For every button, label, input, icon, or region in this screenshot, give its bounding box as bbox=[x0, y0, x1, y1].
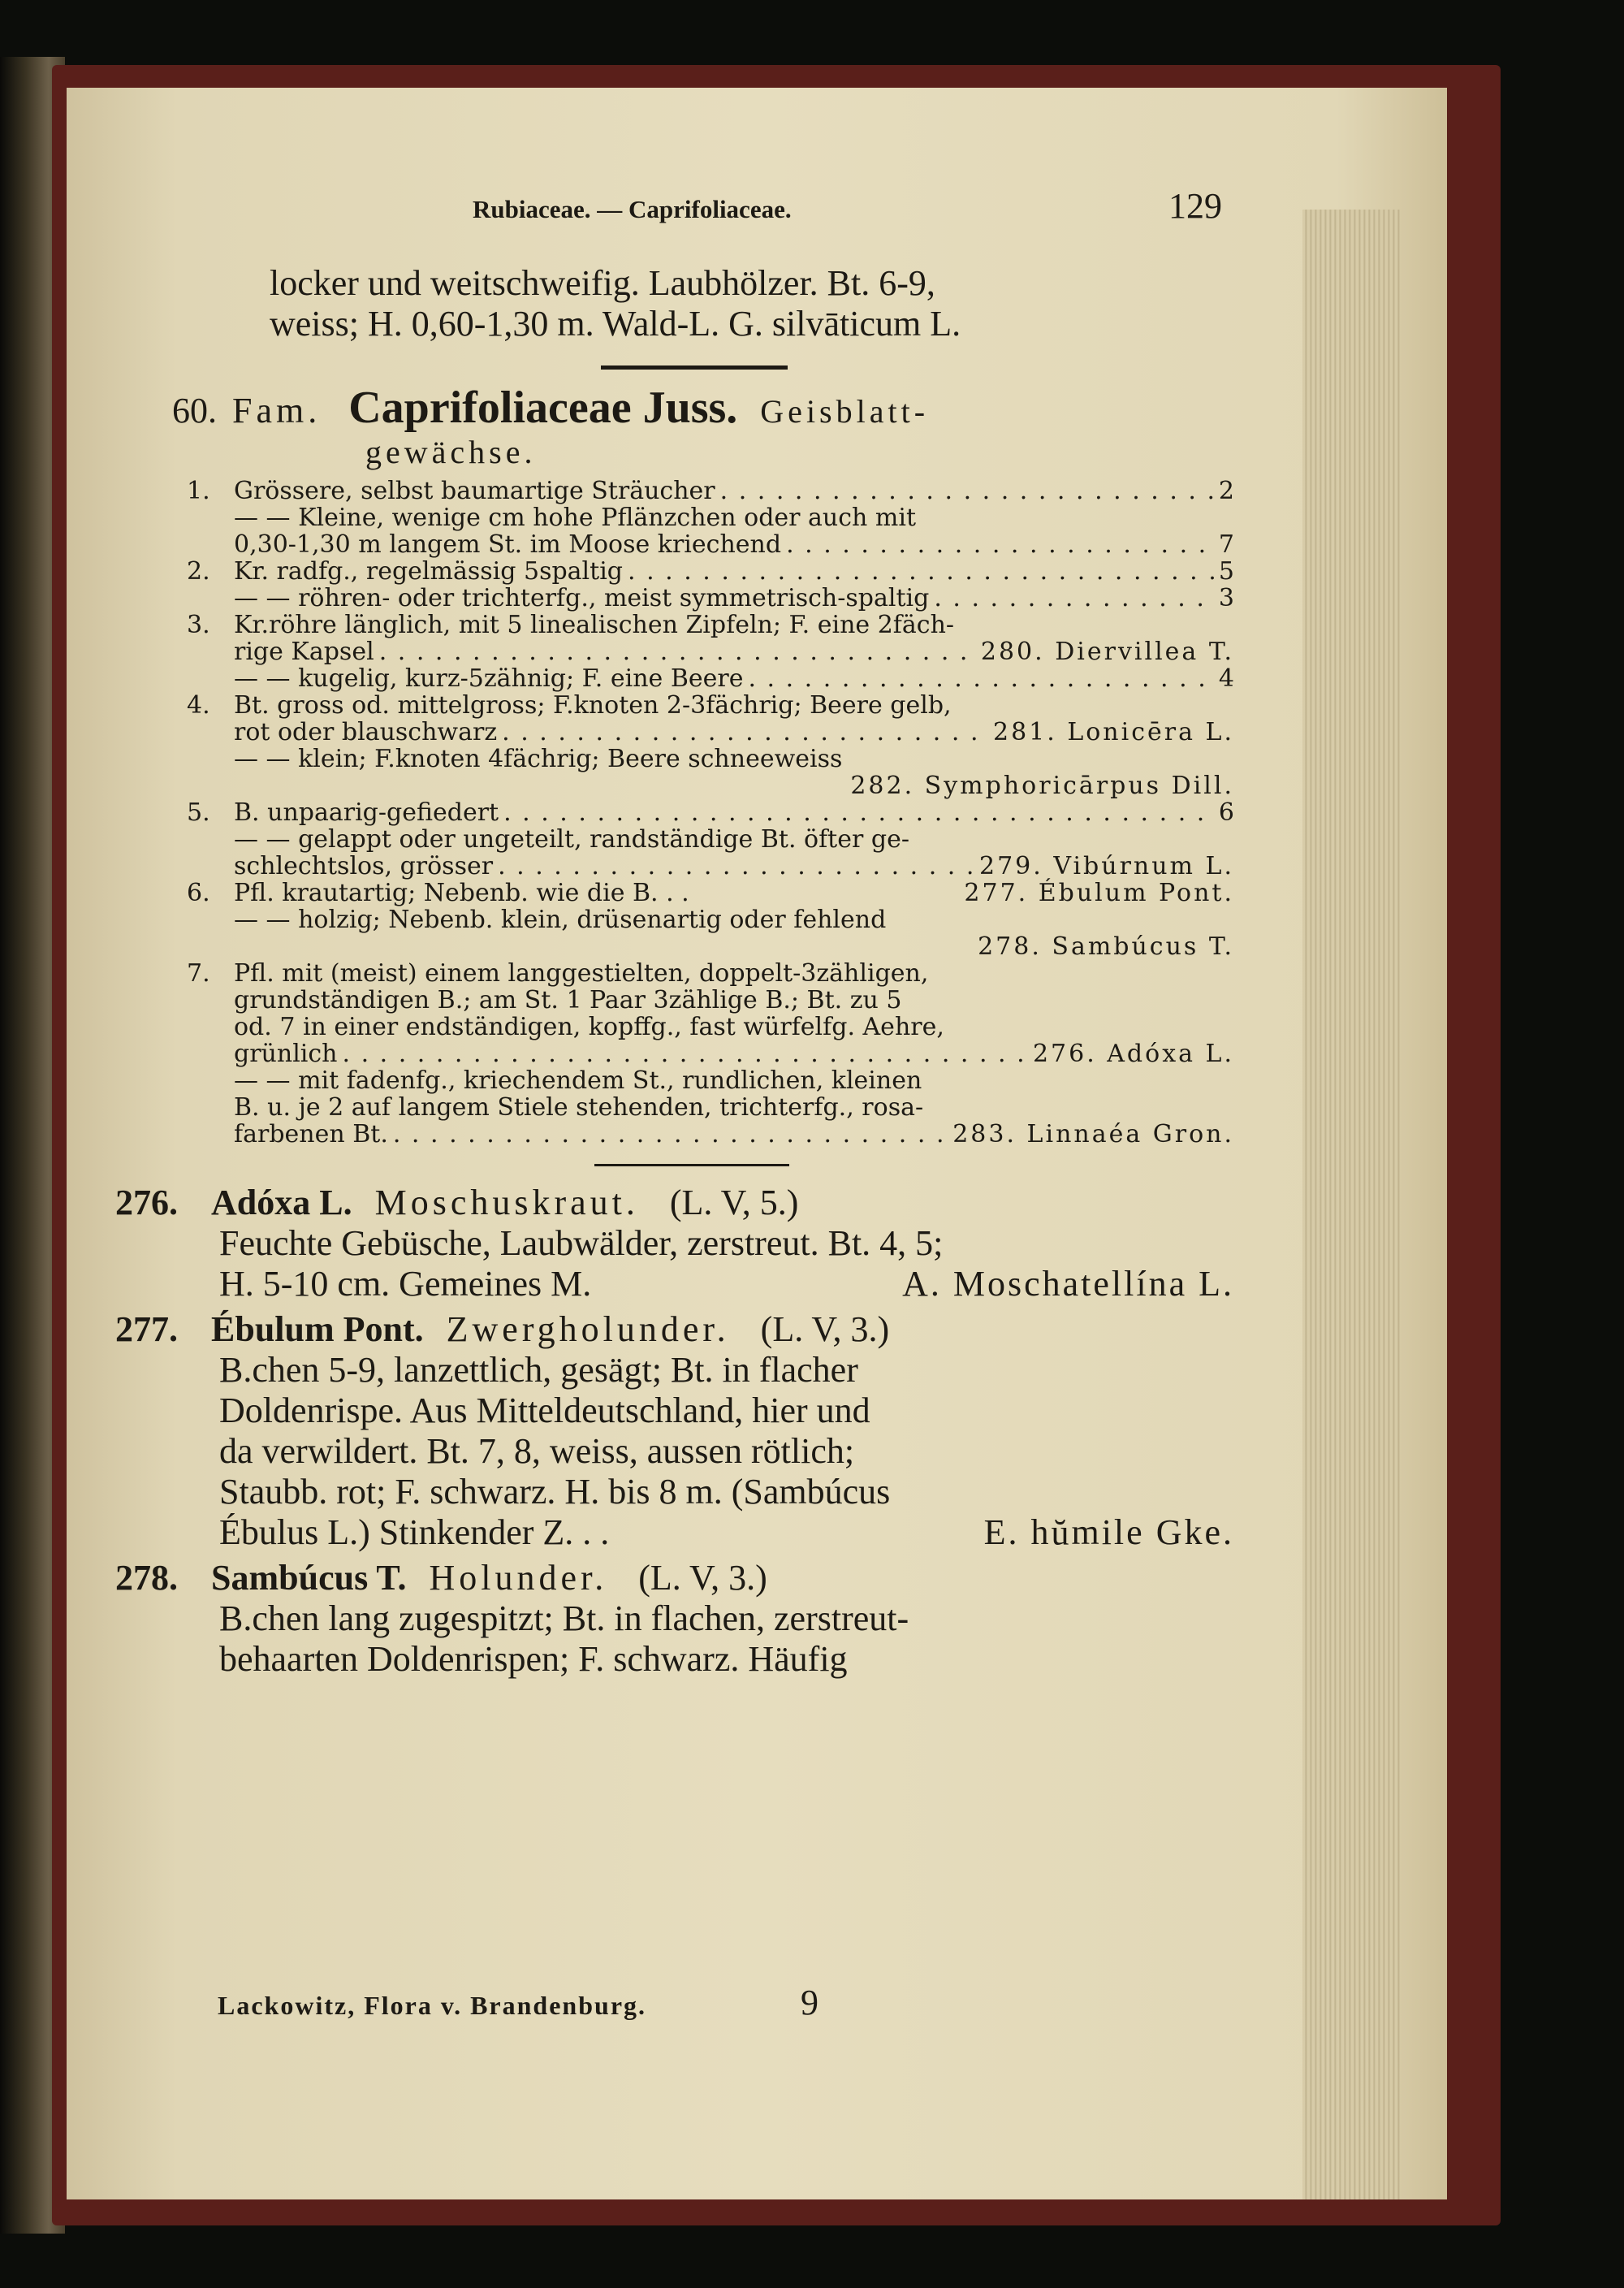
key-line bbox=[187, 477, 1234, 505]
key-text: Kr. radfg., regelmässig 5spaltig bbox=[234, 557, 624, 586]
key-text: grünlich bbox=[234, 1040, 338, 1068]
key-line bbox=[187, 611, 1234, 639]
key-leader-dots bbox=[786, 531, 1214, 558]
genus-entry-line bbox=[219, 1350, 1234, 1391]
family-name: Caprifoliaceae Juss. bbox=[348, 383, 738, 433]
key-line bbox=[219, 853, 1234, 880]
genus-name: Adóxa L. bbox=[211, 1183, 352, 1222]
genus-number: 277. bbox=[115, 1309, 178, 1349]
key-line bbox=[219, 719, 1234, 746]
key-leader-dots bbox=[748, 665, 1213, 692]
key-line bbox=[219, 1121, 1234, 1148]
key-couplet-number: 4. bbox=[187, 691, 210, 720]
key-line bbox=[219, 1094, 1234, 1121]
key-leader-dots bbox=[720, 478, 1214, 504]
key-couplet-number: 3. bbox=[187, 611, 210, 639]
entry-text: B.chen lang zugespitzt; Bt. in flachen, zerstreut- bbox=[219, 1598, 909, 1638]
genus-vernacular: Holunder. bbox=[429, 1558, 608, 1598]
key-line bbox=[219, 1067, 1234, 1094]
key-line bbox=[219, 531, 1234, 558]
key-text: — — mit fadenfg., kriechendem St., rundlichen, kleinen bbox=[234, 1066, 922, 1095]
genus-entry-heading bbox=[115, 1558, 1234, 1598]
key-couplet-number: 7. bbox=[187, 959, 210, 988]
key-text: Pfl. krautartig; Nebenb. wie die B. . . bbox=[234, 879, 689, 907]
key-leader-dots bbox=[379, 638, 976, 665]
entry-species-name: E. hŭmile Gke. bbox=[983, 1512, 1234, 1552]
family-heading bbox=[172, 383, 1234, 473]
footer-sheet-number: 9 bbox=[801, 1983, 818, 2022]
linnaean-class: (L. V, 3.) bbox=[760, 1309, 890, 1349]
key-text: grundständigen B.; am St. 1 Paar 3zählige B.; Bt. zu 5 bbox=[234, 986, 902, 1014]
prev-line-1: locker und weitschweifig. Laubhölzer. Bt. 6-9, bbox=[270, 263, 935, 303]
key-text: — — klein; F.knoten 4fächrig; Beere schneeweiss bbox=[234, 745, 843, 773]
key-text: farbenen Bt. bbox=[234, 1120, 388, 1148]
key-line bbox=[187, 879, 1234, 907]
key-text: Grössere, selbst baumartige Sträucher bbox=[234, 477, 715, 505]
key-line bbox=[219, 906, 1234, 933]
key-result: 276. Adóxa L. bbox=[1032, 1040, 1234, 1068]
key-result: 281. Lonicēra L. bbox=[992, 718, 1234, 746]
running-title: Rubiaceae. — Caprifoliaceae. bbox=[473, 195, 792, 223]
family-number: 60. bbox=[172, 391, 217, 430]
key-result: 6 bbox=[1218, 798, 1234, 827]
key-leader-dots bbox=[498, 853, 974, 880]
key-couplet-number: 6. bbox=[187, 879, 210, 907]
entry-text: Doldenrispe. Aus Mitteldeutschland, hier und bbox=[219, 1391, 870, 1430]
prev-line-2: weiss; H. 0,60-1,30 m. Wald-L. G. silvāticum L. bbox=[270, 304, 961, 344]
key-couplet-number: 1. bbox=[187, 477, 210, 505]
genus-name: Ébulum Pont. bbox=[211, 1309, 424, 1349]
entry-text: Feuchte Gebüsche, Laubwälder, zerstreut. Bt. 4, 5; bbox=[219, 1223, 944, 1263]
section-rule bbox=[601, 365, 788, 370]
key-line bbox=[219, 987, 1234, 1014]
page-edge bbox=[1302, 210, 1400, 2199]
key-end-rule bbox=[594, 1164, 789, 1166]
key-line bbox=[219, 638, 1234, 665]
entry-text: behaarten Doldenrispen; F. schwarz. Häufig bbox=[219, 1639, 848, 1679]
entry-text: Staubb. rot; F. schwarz. H. bis 8 m. (Sambúcus bbox=[219, 1472, 891, 1512]
entry-text: Ébulus L.) Stinkender Z. . . bbox=[219, 1512, 610, 1552]
key-text: B. unpaarig-gefiedert bbox=[234, 798, 499, 827]
key-line bbox=[219, 933, 1234, 960]
key-line bbox=[219, 665, 1234, 692]
key-line bbox=[187, 959, 1234, 988]
key-text: rot oder blauschwarz bbox=[234, 718, 498, 746]
entry-species-name: A. Moschatellína L. bbox=[902, 1264, 1234, 1304]
genus-entry-line bbox=[219, 1391, 1234, 1431]
key-text: rige Kapsel bbox=[234, 638, 374, 666]
key-leader-dots bbox=[393, 1121, 948, 1148]
key-couplet-number: 5. bbox=[187, 798, 210, 827]
page-footer bbox=[218, 1982, 1062, 2023]
running-header bbox=[219, 185, 1234, 237]
genus-entry-line bbox=[219, 1472, 1234, 1512]
key-leader-dots bbox=[934, 585, 1214, 612]
key-text: — — gelappt oder ungeteilt, randständige Bt. öfter ge- bbox=[234, 825, 909, 854]
key-leader-dots bbox=[343, 1040, 1028, 1067]
key-leader-dots bbox=[502, 719, 988, 746]
key-leader-dots bbox=[503, 799, 1214, 826]
genus-entry-line bbox=[219, 1512, 1234, 1553]
entry-text: da verwildert. Bt. 7, 8, weiss, aussen rötlich; bbox=[219, 1431, 855, 1471]
key-line bbox=[219, 1014, 1234, 1040]
key-text: Pfl. mit (meist) einem langgestielten, doppelt-3zähligen, bbox=[234, 959, 929, 988]
linnaean-class: (L. V, 5.) bbox=[669, 1183, 799, 1222]
identification-key bbox=[187, 477, 1234, 1148]
key-text: od. 7 in einer endständigen, kopffg., fast würfelfg. Aehre, bbox=[234, 1013, 944, 1041]
entry-text: B.chen 5-9, lanzettlich, gesägt; Bt. in flacher bbox=[219, 1350, 858, 1390]
key-line bbox=[187, 691, 1234, 720]
family-label: Fam. bbox=[232, 391, 322, 430]
key-text: — — kugelig, kurz-5zähnig; F. eine Beere bbox=[234, 664, 744, 693]
genus-entry-line bbox=[219, 1223, 1234, 1264]
key-text: schlechtslos, grösser bbox=[234, 852, 494, 880]
genus-name: Sambúcus T. bbox=[211, 1558, 407, 1598]
family-vernacular-1: Geisblatt- bbox=[760, 393, 930, 430]
genus-number: 278. bbox=[115, 1558, 178, 1598]
key-result: 277. Ébulum Pont. bbox=[964, 879, 1234, 907]
key-result: 4 bbox=[1218, 664, 1234, 693]
genus-vernacular: Zwergholunder. bbox=[446, 1309, 730, 1349]
entry-text: H. 5-10 cm. Gemeines M. bbox=[219, 1264, 592, 1304]
previous-entry bbox=[219, 263, 1234, 344]
key-text: — — holzig; Nebenb. klein, drüsenartig oder fehlend bbox=[234, 906, 887, 934]
key-result: 278. Sambúcus T. bbox=[978, 932, 1234, 961]
page-number: 129 bbox=[1168, 186, 1222, 226]
key-result: 7 bbox=[1218, 530, 1234, 559]
genus-number: 276. bbox=[115, 1183, 178, 1222]
key-couplet-number: 2. bbox=[187, 557, 210, 586]
key-line bbox=[219, 826, 1234, 853]
genus-vernacular: Moschuskraut. bbox=[374, 1183, 639, 1222]
genus-entries bbox=[115, 1183, 1234, 1680]
key-result: 279. Vibúrnum L. bbox=[978, 852, 1234, 880]
family-vernacular-2: gewächse. bbox=[365, 434, 537, 470]
key-text: — — röhren- oder trichterfg., meist symmetrisch-spaltig bbox=[234, 584, 930, 612]
key-result: 5 bbox=[1218, 557, 1234, 586]
key-line bbox=[187, 557, 1234, 586]
genus-entry-line bbox=[219, 1598, 1234, 1639]
key-text: — — Kleine, wenige cm hohe Pflänzchen oder auch mit bbox=[234, 504, 916, 532]
footer-signature: Lackowitz, Flora v. Brandenburg. bbox=[218, 1991, 647, 2020]
key-result: 2 bbox=[1218, 477, 1234, 505]
genus-entry-line bbox=[219, 1431, 1234, 1472]
key-result: 280. Diervillea T. bbox=[980, 638, 1234, 666]
key-line bbox=[187, 798, 1234, 827]
key-result: 282. Symphoricārpus Dill. bbox=[850, 772, 1234, 800]
linnaean-class: (L. V, 3.) bbox=[638, 1558, 767, 1598]
key-leader-dots bbox=[628, 558, 1214, 585]
key-text: B. u. je 2 auf langem Stiele stehenden, trichterfg., rosa- bbox=[234, 1093, 924, 1122]
genus-entry-heading bbox=[115, 1183, 1234, 1223]
key-line bbox=[219, 772, 1234, 799]
key-result: 3 bbox=[1218, 584, 1234, 612]
key-line bbox=[219, 504, 1234, 531]
genus-entry-heading bbox=[115, 1309, 1234, 1350]
genus-entry-line bbox=[219, 1639, 1234, 1680]
page-content bbox=[115, 185, 1234, 1680]
key-text: 0,30-1,30 m langem St. im Moose kriechend bbox=[234, 530, 782, 559]
key-line bbox=[219, 746, 1234, 772]
key-line bbox=[219, 1040, 1234, 1067]
genus-entry-line bbox=[219, 1264, 1234, 1304]
key-text: Bt. gross od. mittelgross; F.knoten 2-3fächrig; Beere gelb, bbox=[234, 691, 952, 720]
key-result: 283. Linnaéa Gron. bbox=[952, 1120, 1234, 1148]
key-text: Kr.röhre länglich, mit 5 linealischen Zipfeln; F. eine 2fäch- bbox=[234, 611, 955, 639]
key-line bbox=[219, 585, 1234, 612]
